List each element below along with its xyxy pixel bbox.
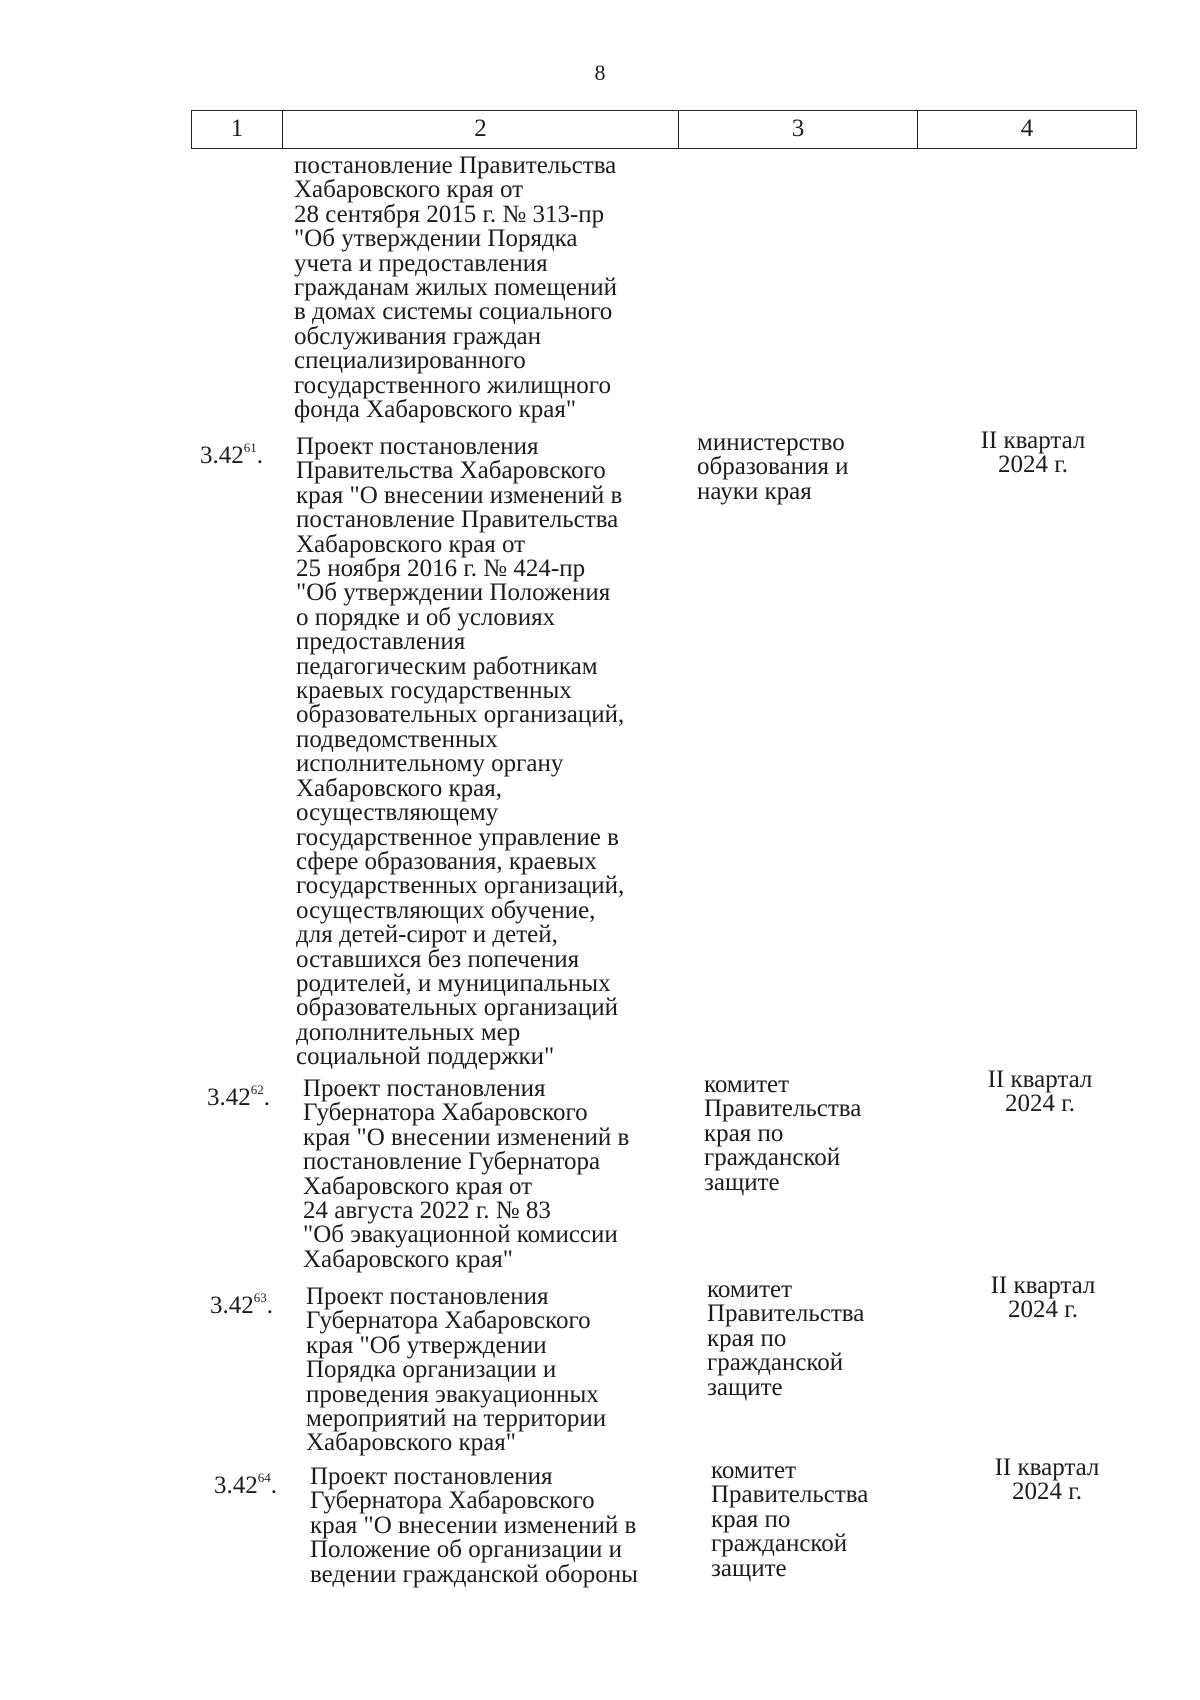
row-number-63 bbox=[210, 1285, 273, 1318]
header-column-1: 1 bbox=[192, 111, 283, 148]
row-responsible-62: комитет Правительства края по гражданской защите bbox=[704, 1071, 862, 1196]
table-header bbox=[191, 110, 1137, 149]
row-number-suffix: . bbox=[270, 1472, 277, 1499]
row-number-superscript: 63 bbox=[253, 1290, 267, 1305]
row-number-suffix: . bbox=[256, 442, 263, 469]
header-column-4: 4 bbox=[1020, 115, 1034, 142]
row-title-62: Проект постановления Губернатора Хабаровского края "О внесении изменений в постановление Губернатора Хабаровского края от 24 августа 2022 г. № 83 "Об эвакуационной комиссии Хабаровского края" bbox=[303, 1075, 630, 1273]
row-responsible-61: министерство образования и науки края bbox=[697, 429, 849, 505]
row-timing-63: II квартал 2024 г. bbox=[990, 1272, 1096, 1323]
row-responsible-64: комитет Правительства края по гражданской защите bbox=[711, 1457, 869, 1582]
row-number-suffix: . bbox=[266, 1292, 273, 1319]
row-timing-62: II квартал 2024 г. bbox=[987, 1066, 1093, 1117]
header-column-3: 3 bbox=[679, 111, 918, 148]
row-number-superscript: 62 bbox=[250, 1082, 264, 1097]
header-column-2: 2 bbox=[283, 111, 679, 148]
row-number-base: 3.42 bbox=[214, 1472, 258, 1499]
row-number-superscript: 64 bbox=[257, 1470, 271, 1485]
row-timing-64: II квартал 2024 г. bbox=[994, 1454, 1100, 1505]
row-title-61: Проект постановления Правительства Хабаровского края "О внесении изменений в постановление Правительства Хабаровского края от 25 ноября 2016 г. № 424-пр "Об утверждении Положения о порядке и об условиях предоставления педагогическим работникам краевых государственных образовательных организаций, подведомственных исполнительному органу Хабаровского края, осуществляющему государственное управление в сфере образования, краевых государственных организаций, осуществляющих обучение, для детей-сирот и детей, оставшихся без попечения родителей, и муниципальных образовательных организаций дополнительных мер социальной поддержки" bbox=[296, 433, 625, 1071]
row-title-64: Проект постановления Губернатора Хабаровского края "О внесении изменений в Положение об организации и ведении гражданской обороны bbox=[310, 1463, 638, 1588]
row-number-superscript: 61 bbox=[243, 440, 257, 455]
row-number-61 bbox=[200, 435, 263, 468]
row-timing-61: II квартал 2024 г. bbox=[980, 427, 1086, 478]
row-number-suffix: . bbox=[263, 1084, 270, 1111]
row-responsible-63: комитет Правительства края по гражданской защите bbox=[707, 1276, 865, 1401]
row-number-base: 3.42 bbox=[200, 442, 244, 469]
continuation-text: постановление Правительства Хабаровского края от 28 сентября 2015 г. № 313-пр "Об утверждении Порядка учета и предоставления гражданам жилых помещений в домах системы социального обслуживания граждан специализированного государственного жилищного фонда Хабаровского края" bbox=[294, 152, 617, 424]
row-number-64 bbox=[214, 1465, 277, 1498]
page-number: 8 bbox=[594, 60, 606, 85]
row-number-62 bbox=[207, 1077, 270, 1110]
row-title-63: Проект постановления Губернатора Хабаровского края "Об утверждении Порядка организации и проведения эвакуационных мероприятий на территории Хабаровского края" bbox=[306, 1283, 607, 1457]
row-number-base: 3.42 bbox=[207, 1084, 251, 1111]
row-number-base: 3.42 bbox=[210, 1292, 254, 1319]
